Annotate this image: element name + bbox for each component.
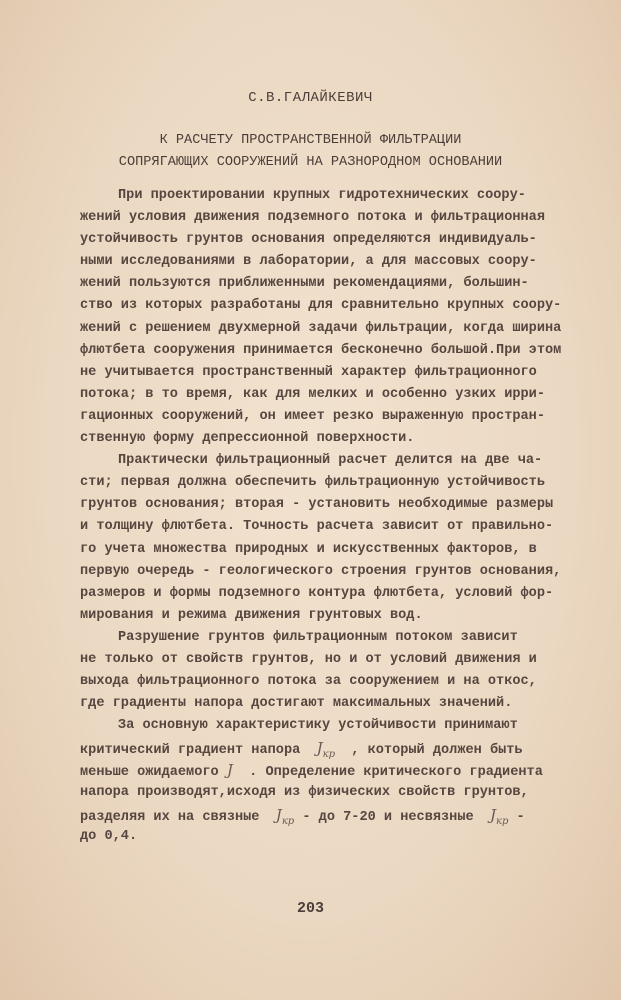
text-line: сти; первая должна обеспечить фильтрационную устойчивость (80, 475, 545, 491)
text-line: флютбета сооружения принимается бесконечно большой.При этом (80, 342, 562, 358)
text-line: первую очередь - геологического строения грунтов основания, (80, 563, 562, 579)
text-line: ство из которых разработаны для сравнительно крупных соору- (80, 298, 562, 314)
text-line: грунтов основания; вторая - установить необходимые размеры (80, 497, 554, 513)
text-line (80, 737, 570, 759)
text-segment: меньше ожидаемого (80, 765, 227, 781)
text-line (80, 715, 570, 737)
article-title-line-2: СОПРЯГАЮЩИХ СООРУЖЕНИЙ НА РАЗНОРОДНОМ ОСНОВАНИИ (118, 155, 503, 170)
text-line: не только от свойств грунтов, но и от условий движения и (80, 651, 537, 667)
text-line: размеров и формы подземного контура флютбета, условий фор- (80, 585, 554, 601)
paragraph (80, 715, 570, 848)
text-segment: , который должен быть (334, 743, 523, 759)
gradient-symbol: J (226, 761, 233, 780)
text-segment: критический градиент напора (80, 743, 317, 759)
text-line: При проектировании крупных гидротехнических соору- (118, 188, 526, 203)
text-segment: За основную характеристику устойчивости принимают (118, 718, 518, 734)
text-segment: напора производят,исходя из физических свойств грунтов, (80, 784, 529, 800)
text-line: мирования и режима движения грунтовых вод. (80, 607, 423, 623)
text-line: Практически фильтрационный расчет делится на две ча- (118, 453, 543, 469)
text-line (80, 782, 570, 804)
text-line: устойчивость грунтов основания определяются индивидуаль- (80, 232, 537, 248)
gradient-subscript: кр (322, 749, 335, 761)
text-segment: разделяя их на связные (80, 809, 276, 825)
text-line (80, 759, 570, 781)
gradient-subscript: кр (281, 815, 295, 827)
text-line: жений пользуются приближенными рекомендациями, большин- (80, 276, 529, 292)
text-segment: . Определение критического градиента (232, 765, 543, 781)
author-name: С.В.ГАЛАЙКЕВИЧ (248, 90, 373, 106)
gradient-subscript: кр (496, 815, 509, 827)
text-line: гационных сооружений, он имеет резко выраженную простран- (80, 408, 545, 424)
text-line: выхода фильтрационного потока за сооружением и на откос, (80, 674, 537, 690)
gradient-symbol: $J_{кр}$ (316, 739, 335, 761)
paragraph (80, 450, 570, 627)
text-line: жений с решением двухмерной задачи фильтрации, когда ширина (80, 320, 562, 336)
text-line (80, 804, 570, 826)
text-segment: до 0,4. (80, 828, 138, 844)
page-number: 203 (296, 900, 324, 917)
text-line: где градиенты напора достигают максимальных значений. (80, 696, 513, 712)
article-title-line-1: К РАСЧЕТУ ПРОСТРАНСТВЕННОЙ ФИЛЬТРАЦИИ (159, 133, 462, 148)
paragraph (80, 627, 570, 715)
text-segment: - до 7-20 и несвязные (294, 809, 490, 825)
gradient-symbol: $J_{кр}$ (489, 805, 509, 827)
text-segment: - (508, 809, 525, 825)
text-line: потока; в то время, как для мелких и особенно узких ирри- (80, 386, 545, 402)
text-line: ственную форму депрессионной поверхности. (80, 431, 415, 447)
article-body (80, 185, 570, 848)
text-line (80, 826, 570, 848)
text-line: и толщину флютбета. Точность расчета зависит от правильно- (80, 519, 554, 535)
paragraph (80, 185, 570, 450)
text-line: Разрушение грунтов фильтрационным потоком зависит (118, 629, 518, 645)
text-line: не учитывается пространственный характер фильтрационного (80, 364, 537, 380)
gradient-symbol: $J_{кр}$ (275, 805, 295, 827)
text-line: жений условия движения подземного потока и фильтрационная (80, 210, 545, 226)
text-line: го учета множества природных и искусственных факторов, в (80, 541, 537, 557)
text-line: ными исследованиями в лаборатории, а для массовых соору- (80, 254, 537, 270)
